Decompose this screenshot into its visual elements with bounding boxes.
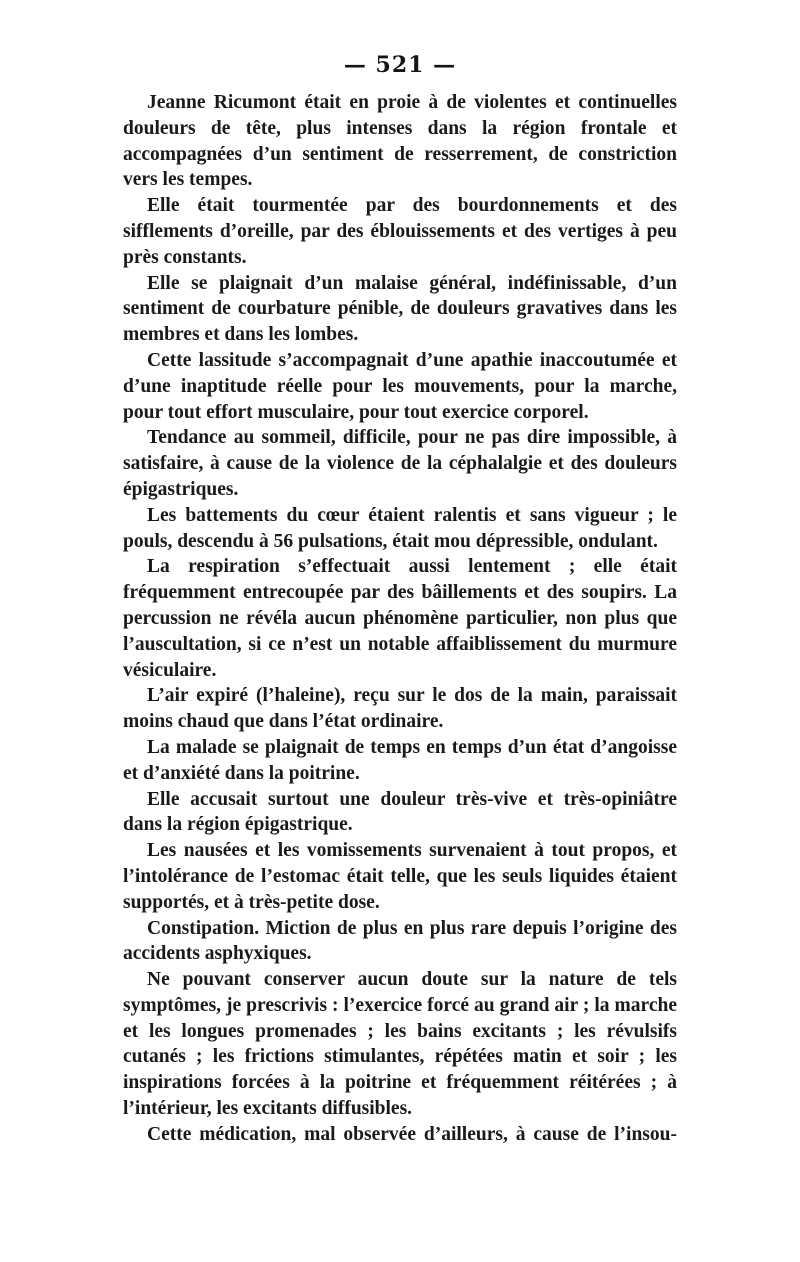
paragraph: Ne pouvant conserver aucun doute sur la nature de tels symptômes, je prescrivis : l’exercice forcé au grand air ; la marche et les longues promenades ; les bains excitants ; les révulsifs cutanés ; les frictions stimulantes, répétées matin et soir ; les inspirations forcées à la poitrine et fréquemment réitérées ; à l’intérieur, les excitants diffusibles.: [123, 969, 677, 1120]
paragraph: Cette médication, mal observée d’ailleurs, à cause de l’insou-: [147, 1123, 677, 1145]
paragraph: Constipation. Miction de plus en plus rare depuis l’origine des accidents asphyxiques.: [123, 917, 677, 965]
paragraph: Les battements du cœur étaient ralentis et sans vigueur ; le pouls, descendu à 56 pulsations, était mou dépressible, ondulant.: [123, 504, 677, 552]
page-body: [123, 90, 677, 1148]
paragraph: L’air expiré (l’haleine), reçu sur le dos de la main, paraissait moins chaud que dans l’état ordinaire.: [123, 685, 677, 733]
paragraph: La malade se plaignait de temps en temps d’un état d’angoisse et d’anxiété dans la poitrine.: [123, 736, 677, 784]
paragraph: Les nausées et les vomissements survenaient à tout propos, et l’intolérance de l’estomac était telle, que les seuls liquides étaient supportés, et à très-petite dose.: [123, 840, 677, 913]
paragraph: Jeanne Ricumont était en proie à de violentes et continuelles douleurs de tête, plus intenses dans la région frontale et accompagnées d’un sentiment de resserrement, de constriction vers les tempes.: [123, 92, 677, 191]
paragraph: Tendance au sommeil, difficile, pour ne pas dire impossible, à satisfaire, à cause de la violence de la céphalalgie et des douleurs épigastriques.: [123, 427, 677, 500]
paragraph: Elle se plaignait d’un malaise général, indéfinissable, d’un sentiment de courbature pénible, de douleurs gravatives dans les membres et dans les lombes.: [123, 272, 677, 346]
paragraph: Cette lassitude s’accompagnait d’une apathie inaccoutumée et d’une inaptitude réelle pour les mouvements, pour la marche, pour tout effort musculaire, pour tout exercice corporel.: [123, 349, 677, 423]
paragraph: La respiration s’effectuait aussi lentement ; elle était fréquemment entrecoupée par des bâillements et des soupirs. La percussion ne révéla aucun phénomène particulier, non plus que l’auscultation, si ce n’est un notable affaiblissement du murmure vésiculaire.: [123, 556, 677, 681]
paragraph: Elle accusait surtout une douleur très-vive et très-opiniâtre dans la région épigastrique.: [123, 788, 677, 836]
page-number: — 521 —: [343, 52, 457, 78]
paragraph: Elle était tourmentée par des bourdonnements et des sifflements d’oreille, par des éblouissements et des vertiges à peu près constants.: [123, 195, 677, 268]
